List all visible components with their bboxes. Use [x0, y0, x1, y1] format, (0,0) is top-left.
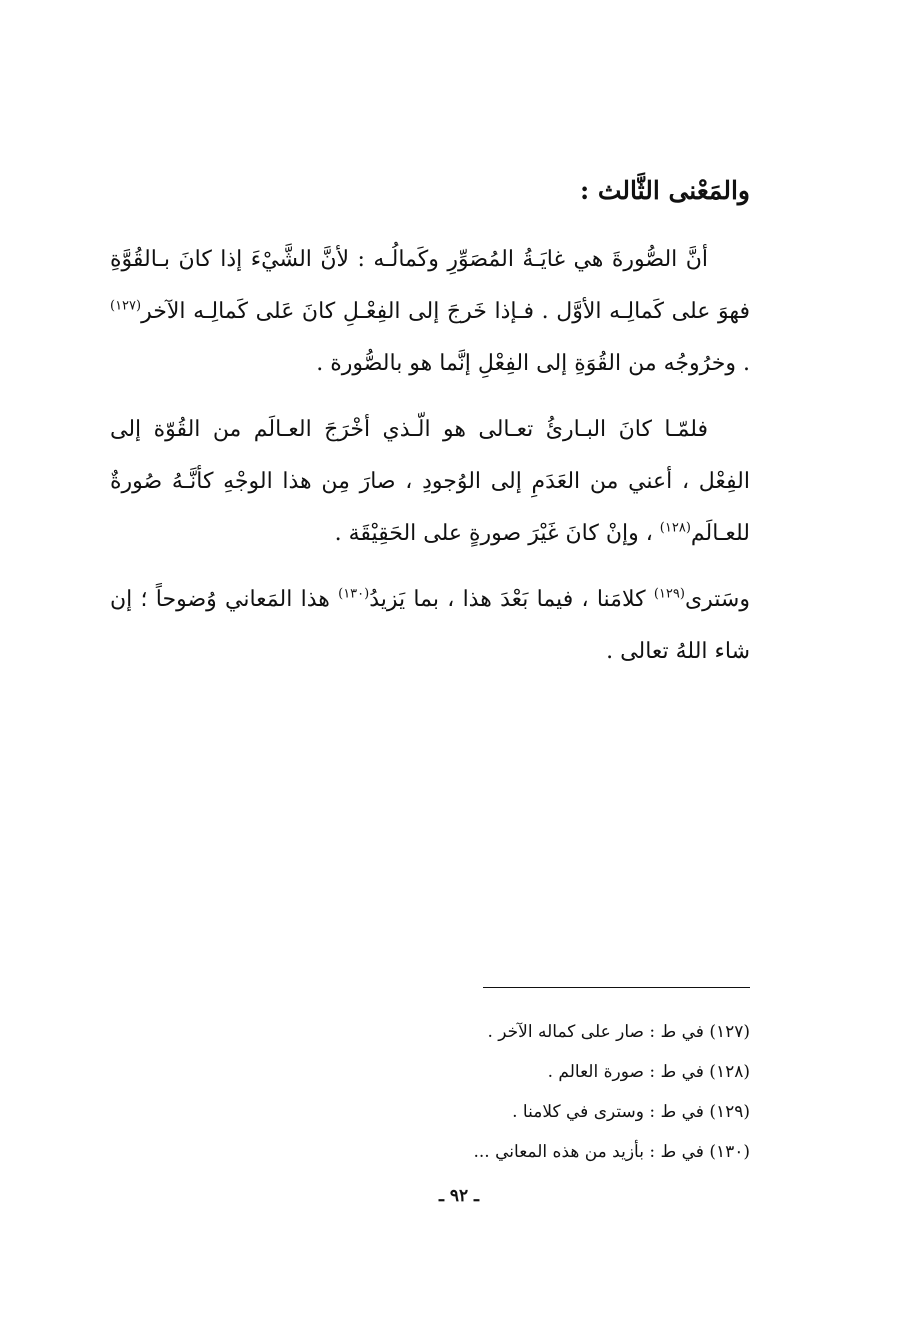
footnote-127: (١٢٧) في ط : صار على كماله الآخر .: [487, 1022, 750, 1042]
paragraph-3-text-a: وسَترى: [684, 587, 750, 612]
footnote-ref-130: (١٣٠): [338, 586, 370, 602]
main-text: [110, 170, 750, 692]
paragraph-3-text-c: هذا المَعاني وُضوحاً ؛ إن شاء اللهُ تعالى .: [110, 587, 750, 664]
footnote-ref-127: (١٢٧): [110, 298, 142, 314]
paragraph-2: [110, 404, 750, 560]
footnote-ref-129: (١٢٩): [653, 586, 685, 602]
footnote-130: (١٣٠) في ط : بأزيد من هذه المعاني ...: [473, 1142, 750, 1162]
footnotes: [370, 1012, 750, 1172]
paragraph-2-text-b: ، وإنْ كانَ غَيْرَ صورةٍ على الحَقِيْقَة .: [334, 521, 660, 546]
paragraph-3-text-b: كلامَنا ، فيما بَعْدَ هذا ، بما يَزيدُ: [369, 587, 654, 612]
footnote-divider: [483, 987, 750, 988]
paragraph-3: [110, 574, 750, 678]
footnote-129: (١٢٩) في ط : وسترى في كلامنا .: [512, 1102, 750, 1122]
section-heading: والمَعْنى الثَّالث :: [579, 176, 750, 205]
footnote-ref-128: (١٢٨): [659, 520, 691, 536]
paragraph-1-text-b: . وخرُوجُه من القُوَةِ إلى الفِعْلِ إنَّما هو بالصُّورة .: [316, 351, 750, 376]
paragraph-1: [110, 234, 750, 390]
page-number: ـ ٩٢ ـ: [438, 1186, 480, 1206]
footnote-128: (١٢٨) في ط : صورة العالم .: [547, 1062, 750, 1082]
paragraph-2-text-a: فلمّـا كانَ البـارئُ تعـالى هو الّـذي أخْرَجَ العـالَم من القُوّة إلى الفِعْل ، أعني من العَدَمِ إلى الوُجودِ ، صارَ مِن هذا الوجْهِ كأنَّـهُ صُورةٌ للعـالَم: [110, 417, 750, 546]
paragraph-1-text-a: أنَّ الصُّورةَ هي غايَـةُ المُصَوِّرِ وكَمالُـه : لأنَّ الشَّيْءَ إذا كانَ بـالقُوَّةِ فهوَ على كَمالِـه الأوَّل . فـإذا خَرجَ إلى الفِعْـلِ كانَ عَلى كَمالِـه الآخر: [110, 247, 750, 324]
